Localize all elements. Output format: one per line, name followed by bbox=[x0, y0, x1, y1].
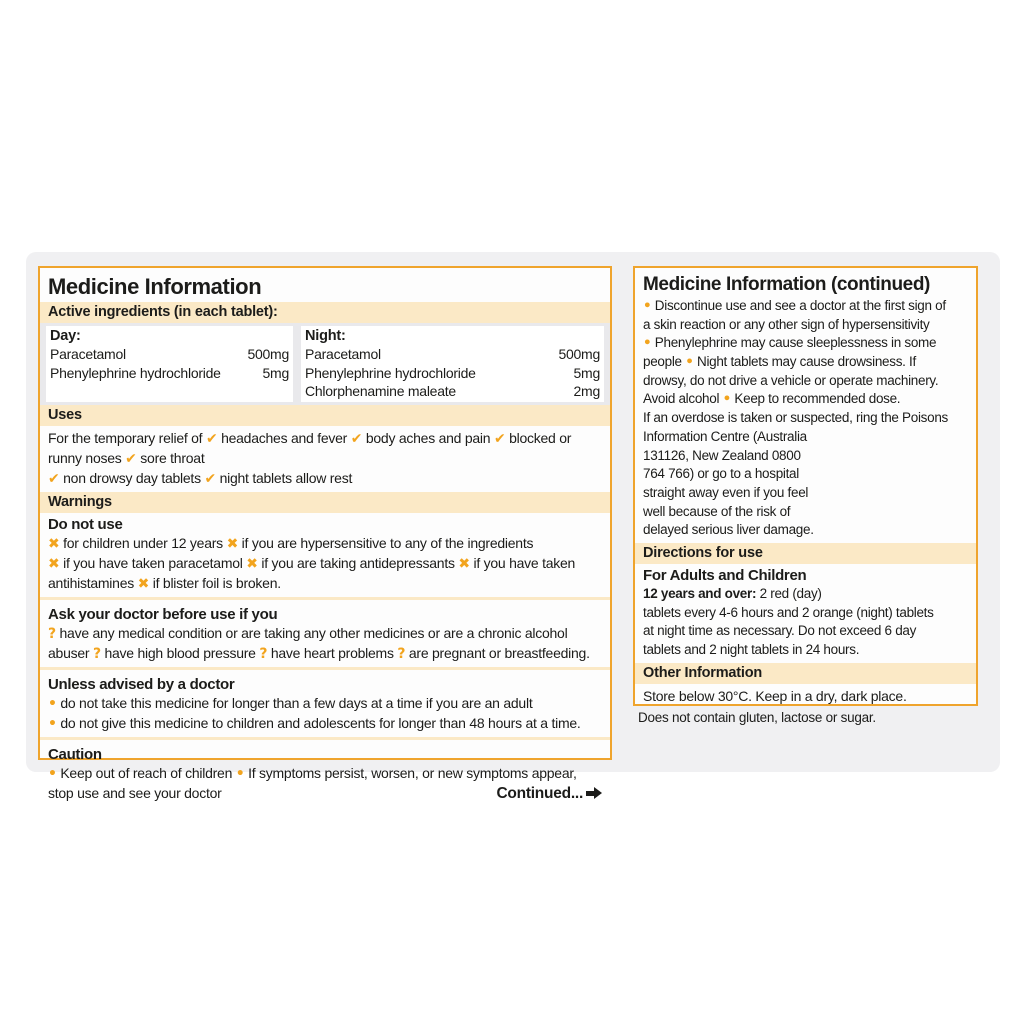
storage-instruction: Store below 30°C. Keep in a dry, dark place. bbox=[643, 687, 907, 704]
precaution-text-line: drowsy, do not drive a vehicle or operate machinery. bbox=[643, 372, 939, 388]
caution-text-line: • Keep out of reach of children • If symptoms persist, worsen, or new symptoms appear, bbox=[48, 764, 577, 782]
uses-text-line: runny noses ✔ sore throat bbox=[48, 449, 205, 467]
ingredient-row bbox=[305, 364, 600, 383]
precaution-text-line: well because of the risk of bbox=[643, 503, 791, 519]
warning-text-line: ? have any medical condition or are taking any other medicines or are a chronic alcohol bbox=[48, 624, 568, 642]
ingredient-name: Chlorphenamine maleate bbox=[305, 383, 456, 400]
dose-text-line bbox=[635, 585, 976, 604]
ingredient-name: Phenylephrine hydrochloride bbox=[305, 364, 476, 381]
panel-title: Medicine Information (continued) bbox=[643, 274, 930, 295]
warning-text-line: ✖ if you have taken paracetamol ✖ if you are taking antidepressants ✖ if you have taken bbox=[48, 554, 576, 572]
ingredient-amount: 5mg bbox=[573, 364, 600, 381]
day-ingredients-column bbox=[46, 326, 293, 402]
warnings-heading: Warnings bbox=[40, 492, 610, 513]
medicine-information-continued-panel bbox=[633, 266, 978, 706]
ingredient-name: Paracetamol bbox=[305, 346, 381, 363]
ingredient-amount: 500mg bbox=[558, 346, 600, 363]
caution-text-line: stop use and see your doctor bbox=[48, 784, 222, 801]
ingredient-name: Paracetamol bbox=[50, 346, 126, 363]
precaution-text-line: 131126, New Zealand 0800 bbox=[643, 447, 801, 463]
dose-text-line: at night time as necessary. Do not exceed 6 day bbox=[643, 623, 917, 639]
for-adults-children-heading: For Adults and Children bbox=[643, 567, 807, 585]
ingredient-row bbox=[305, 382, 600, 401]
precaution-text-line: 764 766) or go to a hospital bbox=[643, 466, 799, 482]
ingredient-row bbox=[305, 345, 600, 364]
directions-heading: Directions for use bbox=[635, 543, 976, 564]
day-label: Day: bbox=[50, 328, 81, 345]
ingredient-amount: 2mg bbox=[573, 383, 600, 400]
section-divider bbox=[40, 667, 610, 670]
precaution-text-line: people • Night tablets may cause drowsiness. If bbox=[643, 354, 916, 371]
dose-text-line: tablets and 2 night tablets in 24 hours. bbox=[643, 642, 860, 658]
uses-text-line: ✔ non drowsy day tablets ✔ night tablets allow rest bbox=[48, 469, 353, 487]
precaution-text-line: • Discontinue use and see a doctor at the first sign of bbox=[643, 297, 946, 314]
ingredient-name: Phenylephrine hydrochloride bbox=[50, 364, 221, 381]
allergen-footnote: Does not contain gluten, lactose or sugar. bbox=[638, 710, 876, 725]
section-divider bbox=[40, 737, 610, 740]
right-arrow-icon bbox=[586, 787, 602, 799]
warning-text-line: ✖ for children under 12 years ✖ if you are hypersensitive to any of the ingredients bbox=[48, 534, 534, 552]
active-ingredients-table bbox=[40, 323, 610, 405]
precaution-text-line: a skin reaction or any other sign of hypersensitivity bbox=[643, 316, 930, 332]
unless-advised-heading: Unless advised by a doctor bbox=[48, 675, 235, 693]
dose-rest: 2 red (day) bbox=[756, 586, 822, 602]
precaution-text-line: If an overdose is taken or suspected, ring the Poisons bbox=[643, 410, 948, 426]
warning-text-line: antihistamines ✖ if blister foil is broken. bbox=[48, 574, 281, 592]
ingredient-row bbox=[50, 364, 289, 383]
do-not-use-heading: Do not use bbox=[48, 515, 123, 533]
medicine-information-panel bbox=[38, 266, 612, 802]
medicine-box-back-panel bbox=[26, 252, 1000, 802]
night-ingredients-column bbox=[301, 326, 604, 402]
panel-title: Medicine Information bbox=[48, 274, 262, 299]
active-ingredients-heading: Active ingredients (in each tablet): bbox=[40, 302, 610, 323]
dose-age-bold: 12 years and over: bbox=[643, 586, 757, 602]
precaution-text-line: straight away even if you feel bbox=[643, 484, 809, 500]
precaution-text-line: delayed serious liver damage. bbox=[643, 522, 814, 538]
warning-text-line: abuser ? have high blood pressure ? have heart problems ? are pregnant or breastfeeding. bbox=[48, 644, 590, 662]
ingredient-row bbox=[50, 345, 289, 364]
section-divider bbox=[40, 597, 610, 600]
caution-heading: Caution bbox=[48, 745, 102, 763]
warning-text-line: • do not take this medicine for longer than a few days at a time if you are an adult bbox=[48, 694, 533, 712]
precaution-text-line: Avoid alcohol • Keep to recommended dose. bbox=[643, 391, 901, 408]
ingredient-amount: 5mg bbox=[262, 364, 289, 381]
precaution-text-line: • Phenylephrine may cause sleeplessness in some bbox=[643, 335, 937, 352]
uses-heading: Uses bbox=[40, 405, 610, 426]
continued-indicator bbox=[496, 784, 602, 803]
uses-text-line: For the temporary relief of ✔ headaches and fever ✔ body aches and pain ✔ blocked or bbox=[48, 429, 572, 447]
ask-doctor-heading: Ask your doctor before use if you bbox=[48, 605, 278, 623]
night-label: Night: bbox=[305, 328, 346, 345]
continued-label: Continued... bbox=[496, 784, 583, 802]
precaution-text-line: Information Centre (Australia bbox=[643, 428, 807, 444]
caution-last-row bbox=[40, 784, 610, 803]
ingredient-amount: 500mg bbox=[247, 346, 289, 363]
dose-text-line: tablets every 4-6 hours and 2 orange (night) tablets bbox=[643, 604, 934, 620]
other-information-heading: Other Information bbox=[635, 663, 976, 684]
warning-text-line: • do not give this medicine to children and adolescents for longer than 48 hours at a time. bbox=[48, 714, 581, 732]
